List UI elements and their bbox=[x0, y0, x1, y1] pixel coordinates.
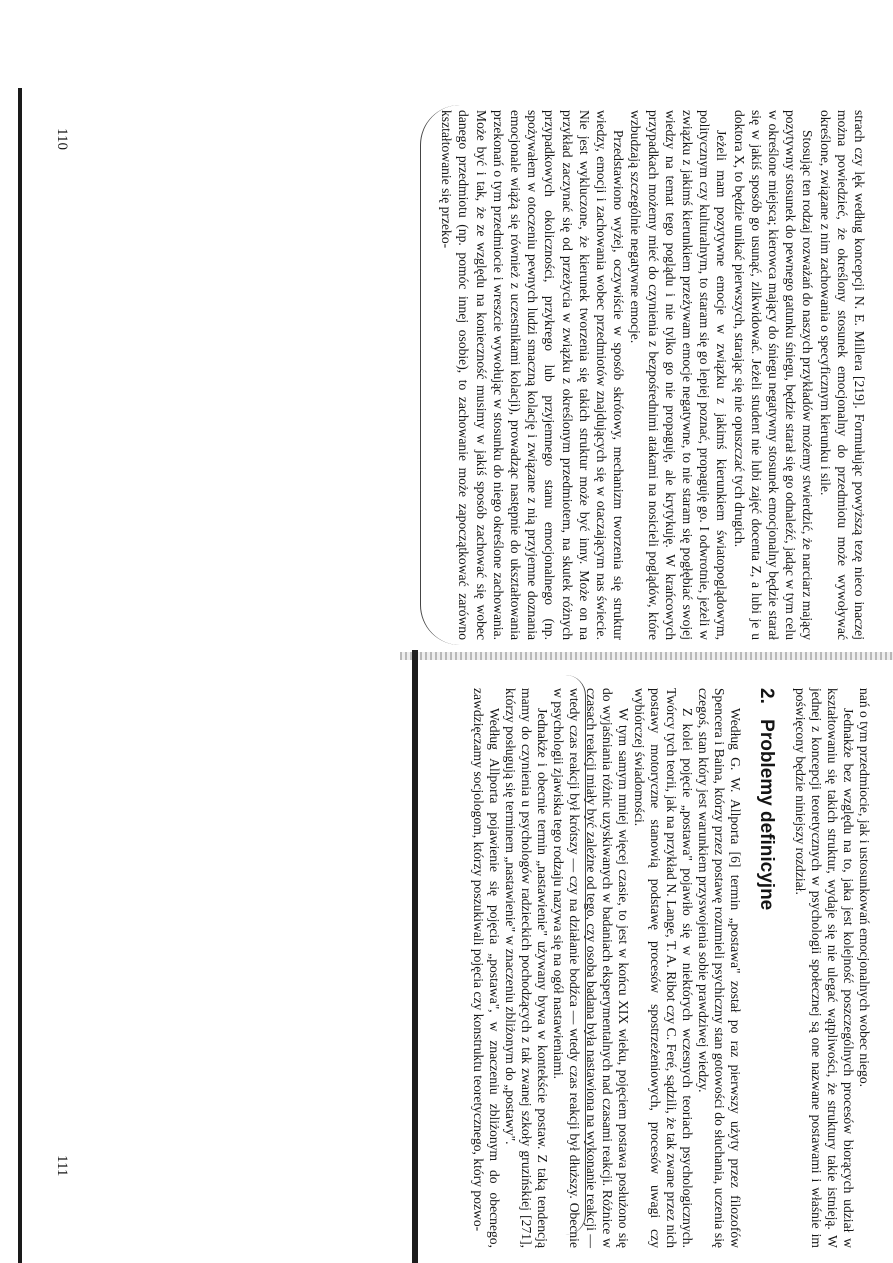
page-111 bbox=[470, 688, 872, 1248]
page-number-110: 110 bbox=[54, 128, 70, 150]
page-111-intro: Jednakże bez względu na to, jaka jest kolejność poszczególnych procesów biorących udział w kształtowaniu się takich struktur, wydaje się nie ulegać wątpliwości, że struktury takie istnieją. W jednej z koncepcji teoretycznych w psychologii społecznej są one nazwane postawami i właśnie im poświęcony będzie niniejszy rozdział. bbox=[792, 688, 856, 1248]
page-111-paragraph: Według G. W. Allporta [6] termin „postawa" został po raz pierwszy użyty przez filozofów Spencera i Baina, którzy przez postawę rozumieli psychiczny stan gotowości do słuchania, uczenia się czegoś, stan który jest warunkiem przyswojenia sobie prawdziwej wiedzy. bbox=[696, 688, 744, 1248]
book-spine-shadow bbox=[412, 650, 418, 1263]
page-110 bbox=[438, 110, 868, 640]
page-111-paragraph: Według Allporta pojawienie się pojęcia „postawa", w znaczeniu zbliżonym do obecnego, zawdzięczamy socjologom, którzy poszukiwali pojęcia czy konstruktu teoretycznego, który pozwo- bbox=[470, 688, 503, 1248]
section-title: Problemy definicyjne bbox=[755, 719, 777, 911]
section-heading bbox=[755, 688, 777, 1248]
page-111-paragraph: W tym samym mniej więcej czasie, to jest w końcu XIX wieku, pojęciem postawa posłużono się do wyjaśniania różnic uzyskiwanych w badaniach eksperymentalnych nad czasami reakcji. Różnice w czasach reakcji miały być zależne od tego, czy osoba badana była nastawiona na wykonanie reakcji — wtedy czas reakcji był krótszy — czy na działanie bodźca — wtedy czas reakcji był dłuższy. Obecnie w psychologii zjawiska tego rodzaju nazywa się na ogół nastawieniami. bbox=[551, 688, 631, 1248]
page-110-paragraph: strach czy lęk według koncepcji N. E. Millera [219]. Formułując powyższą tezę nieco inaczej można powiedzieć, że określony stosunek emocjonalny do przedmiotu może wywoływać określone, związane z nim zachowania o specyficznym kierunku i sile. bbox=[817, 110, 867, 640]
page-111-intro: nań o tym przedmiocie, jak i ustosunkowań emocjonalnych wobec niego. bbox=[857, 688, 872, 1088]
section-number: 2. bbox=[755, 688, 777, 704]
book-gutter bbox=[400, 652, 893, 660]
page-111-paragraph: Jednakże i obecnie termin „nastawienie" używany bywa w kontekście postaw. Z taką tendencją mamy do czynienia u psychologów radzieckich pochodzących z tak zwanej szkoły gruzińskiej [271], którzy posługują się terminem „nastawienie" w znaczeniu zbliżonym do „postawy". bbox=[503, 688, 551, 1248]
page-number-111: 111 bbox=[54, 1155, 70, 1177]
page-110-paragraph: Przedstawiono wyżej, oczywiście w sposób skrótowy, mechanizm tworzenia się struktur wiedzy, emocji i zachowania wobec przedmiotów znajdujących się w otaczającym nas świecie. Nie jest wykluczone, że kierunek tworzenia się takich struktur może być inny. Może on na przykład zaczynać się od przeżycia w związku z określonym przedmiotem, na skutek różnych przypadkowych okoliczności, przykrego lub przyjemnego stanu emocjonalnego (np. spożywałem w otoczeniu pewnych ludzi smaczną kolację i związane z nią przyjemne doznania emocjonale wiążą się również z uczestnikami kolacji), prowadząc następnie do ukształtowania przekonań o tym przedmiocie i wreszcie wywołując w stosunku do niego określone zachowania. Może być i tak, że ze względu na konieczność musimy w jakiś sposób zachować się wobec danego przedmiotu (np. pomóc innej osobie), to zachowanie może zapoczątkować zarówno kształtowanie się przeko- bbox=[439, 110, 627, 640]
page-110-paragraph: Jeżeli mam pozytywne emocje w związku z jakimś kierunkiem światopoglądowym, politycznym czy kulturalnym, to staram się go lepiej poznać, propaguję go. I odwrotnie, jeżeli w związku z jakimś kierunkiem przeżywam emocje negatywne, to nie staram się pogłębiać swojej wiedzy na temat tego poglądu i nie tylko go nie propaguję, ale krytykuję. W krańcowych przypadkach możemy mieć do czynienia z bezpośrednimi atakami na nosicieli poglądów, które wzbudzają szczególnie negatywne emocje. bbox=[628, 110, 730, 640]
page-110-paragraph: Stosując ten rodzaj rozważań do naszych przykładów możemy stwierdzić, że narciarz mający pozytywny stosunek do pewnego gatunku śniegu, będzie starał się go odnaleźć, jadąc w tym celu w określone miejsca; kierowca mający do śniegu negatywny stosunek emocjonalny będzie starał się w jakiś sposób go usunąć, zlikwidować. Jeżeli student nie lubi zajęć docenta Z, a lubi je u doktora X, to będzie unikać pierwszych, starając się nie opuszczać tych drugich. bbox=[731, 110, 816, 640]
page-111-paragraph: Z kolei pojęcie „postawa" pojawiło się w niektórych wczesnych teoriach psychologicznych. Twórcy tych teorii, jak na przykład N. Lange, T. A. Ribot czy C. Feré, sądzili, że tak zwane przez nich postawy motoryczne stanowią podstawę procesów spostrzeżeniowych, procesów uwagi czy wybiórczej świadomości. bbox=[631, 688, 696, 1248]
scan-shadow-edge bbox=[18, 88, 22, 1263]
